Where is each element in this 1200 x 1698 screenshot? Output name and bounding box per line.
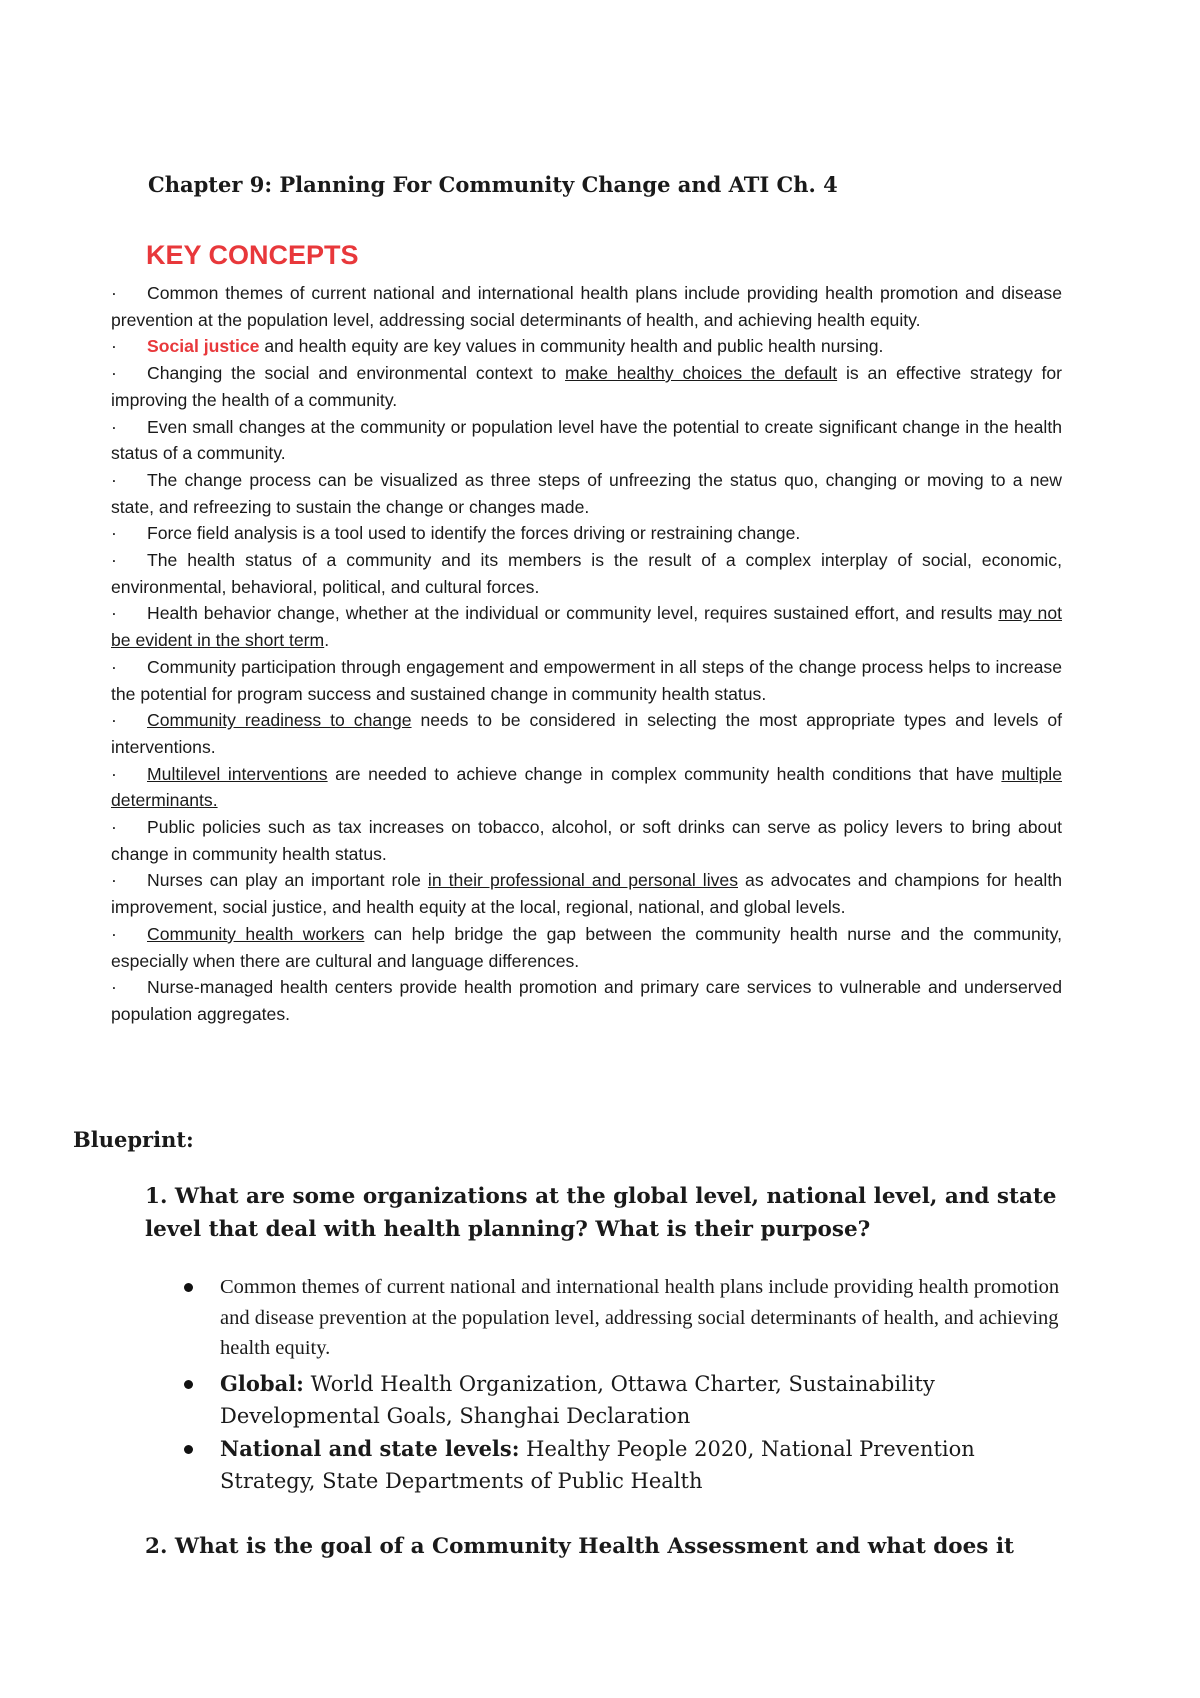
bullet-icon: · <box>111 469 117 490</box>
key-concept-item <box>111 333 1062 360</box>
concept-text: Community participation through engagement and empowerment in all steps of the change process helps to increase the potential for program success and sustained change in community health status. <box>111 656 1062 704</box>
underlined-text: make healthy choices the default <box>565 363 838 384</box>
concept-text: The change process can be visualized as three steps of unfreezing the status quo, changing or moving to a new state, and refreezing to sustain the change or changes made. <box>111 469 1062 517</box>
bullet-icon: · <box>111 710 117 731</box>
key-concept-item <box>111 707 1062 760</box>
key-concept-item <box>111 547 1062 600</box>
key-concept-item <box>111 867 1062 920</box>
chapter-title: Chapter 9: Planning For Community Change and ATI Ch. 4 <box>148 172 838 197</box>
concept-text: is an effective strategy for improving the health of a community. <box>111 363 1062 410</box>
key-concept-item <box>111 654 1062 707</box>
question-1: 1. What are some organizations at the global level, national level, and state level that deal with health planning? What is their purpose? <box>145 1184 1057 1242</box>
bullet-icon: · <box>111 656 117 677</box>
concept-text: Nurse-managed health centers provide health promotion and primary care services to vulnerable and underserved population aggregates. <box>111 977 1062 1024</box>
concept-text: and health equity are key values in community health and public health nursing. <box>259 336 884 357</box>
concept-text: can help bridge the gap between the community health nurse and the community, especially when there are cultural and language differences. <box>111 923 1062 971</box>
answer-global-label: Global: <box>220 1370 304 1396</box>
key-concept-item <box>111 520 1062 547</box>
key-concept-item <box>111 467 1062 520</box>
concept-text: Nurses can play an important role <box>147 870 428 891</box>
bullet-icon: · <box>111 870 117 891</box>
concept-text: Force field analysis is a tool used to identify the forces driving or restraining change. <box>147 523 801 544</box>
concept-text: Common themes of current national and international health plans include providing health promotion and disease prevention at the population level, addressing social determinants of health, and achieving health equity. <box>111 283 1062 330</box>
answer-item-intro <box>180 1272 1060 1364</box>
concept-text: Health behavior change, whether at the individual or community level, requires sustained effort, and results <box>147 603 999 624</box>
bullet-dot-icon <box>184 1283 193 1292</box>
key-concept-item <box>111 280 1062 333</box>
blueprint-heading: Blueprint: <box>73 1127 194 1152</box>
concept-text: . <box>324 630 330 651</box>
concept-text: needs to be considered in selecting the most appropriate types and levels of interventions. <box>111 710 1063 757</box>
answer-item-national <box>180 1433 1060 1497</box>
underlined-text: may not be evident in the short term <box>111 603 1062 651</box>
question-2: 2. What is the goal of a Community Health Assessment and what does it <box>145 1534 1014 1559</box>
bullet-icon: · <box>111 523 117 544</box>
highlighted-term: Social justice <box>147 336 260 357</box>
bullet-icon: · <box>111 416 117 437</box>
bullet-icon: · <box>111 923 117 944</box>
answer-item-global <box>180 1368 1060 1432</box>
answer-intro-text: Common themes of current national and international health plans include providing health promotion and disease prevention at the population level, addressing social determinants of health, and achieving health equity. <box>220 1276 1060 1359</box>
underlined-text: Multilevel interventions <box>147 763 328 784</box>
concept-text: Public policies such as tax increases on tobacco, alcohol, or soft drinks can serve as policy levers to bring about change in community health status. <box>111 817 1062 864</box>
bullet-icon: · <box>111 977 117 998</box>
concept-text: Even small changes at the community or population level have the potential to create significant change in the health status of a community. <box>111 416 1062 464</box>
key-concept-item <box>111 761 1062 814</box>
key-concept-item <box>111 600 1062 653</box>
key-concept-item <box>111 974 1062 1027</box>
concept-text: are needed to achieve change in complex community health conditions that have <box>327 763 1002 784</box>
concept-text: Changing the social and environmental context to <box>147 363 566 384</box>
bullet-icon: · <box>111 550 117 571</box>
key-concept-item <box>111 814 1062 867</box>
key-concept-item <box>111 921 1062 974</box>
key-concept-item <box>111 414 1062 467</box>
concept-text: as advocates and champions for health improvement, social justice, and health equity at the local, regional, national, and global levels. <box>111 870 1062 918</box>
underlined-text: multiple determinants. <box>111 763 1062 811</box>
bullet-icon: · <box>111 336 117 357</box>
answer-national-text: Healthy People 2020, National Prevention Strategy, State Departments of Public Health <box>220 1436 975 1493</box>
bullet-icon: · <box>111 283 117 303</box>
underlined-text: Community health workers <box>147 923 365 944</box>
key-concept-item <box>111 360 1062 413</box>
bullet-icon: · <box>111 603 117 624</box>
bullet-icon: · <box>111 363 117 384</box>
key-concepts-list <box>111 280 1062 1028</box>
answer-list <box>180 1272 1060 1498</box>
answer-global-text: World Health Organization, Ottawa Charter, Sustainability Developmental Goals, Shanghai Declaration <box>220 1371 935 1428</box>
bullet-icon: · <box>111 763 117 784</box>
bullet-icon: · <box>111 817 117 838</box>
underlined-text: Community readiness to change <box>147 710 412 731</box>
key-concepts-heading: KEY CONCEPTS <box>146 240 359 270</box>
underlined-text: in their professional and personal lives <box>427 870 738 891</box>
concept-text: The health status of a community and its members is the result of a complex interplay of social, economic, environmental, behavioral, political, and cultural forces. <box>111 550 1062 597</box>
bullet-dot-icon <box>184 1445 193 1454</box>
bullet-dot-icon <box>184 1380 193 1389</box>
answer-national-label: National and state levels: <box>220 1435 520 1461</box>
